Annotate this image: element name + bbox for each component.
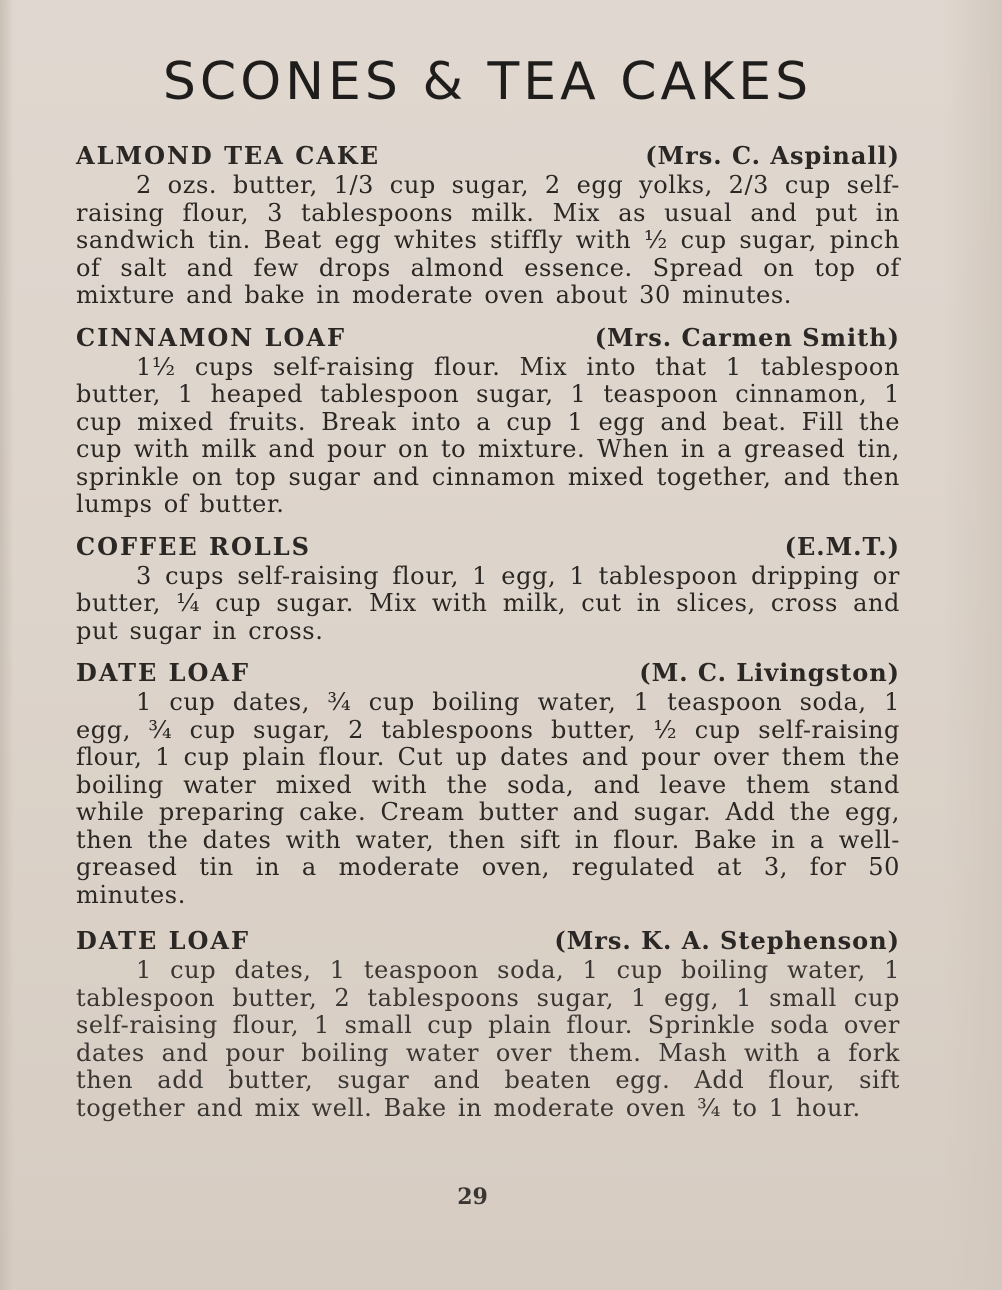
recipe-text: 1½ cups self-raising flour. Mix into that 1 tablespoon butter, 1 heaped tablespoon sugar, 1 teaspoon cinnamon, 1 cup mixed fruits. Break into a cup 1 egg and beat. Fill the cup with milk and pour on to mixture. When in a greased tin, sprinkle on top sugar and cinnamon mixed together, and then lumps of butter. (76, 352, 900, 518)
recipe-author: (E.M.T.) (784, 531, 900, 561)
recipe-name: DATE LOAF (76, 926, 251, 955)
recipe-coffee-rolls (76, 531, 900, 646)
recipe-cinnamon-loaf (76, 322, 900, 519)
recipe-name: DATE LOAF (76, 658, 251, 687)
recipe-author: (M. C. Livingston) (639, 658, 900, 687)
recipe-text: 1 cup dates, ¾ cup boiling water, 1 teaspoon soda, 1 egg, ¾ cup sugar, 2 tablespoons butter, ½ cup self-raising flour, 1 cup plain flour. Cut up dates and pour over them the boiling water mixed with the soda, and leave them stand while preparing cake. Cream butter and sugar. Add the egg, then the dates with water, then sift in flour. Bake in a well-greased tin in a moderate oven, regulated at 3, for 50 minutes. (76, 688, 900, 909)
recipe-header (76, 140, 900, 172)
recipe-name: ALMOND TEA CAKE (76, 141, 381, 170)
recipe-author: (Mrs. K. A. Stephenson) (554, 926, 900, 955)
recipe-date-loaf-stephenson (76, 925, 900, 1122)
recipe-almond-tea-cake (76, 140, 900, 310)
page-title: SCONES & TEA CAKES (162, 52, 813, 112)
recipe-list (76, 140, 900, 1122)
recipe-author: (Mrs. Carmen Smith) (594, 322, 900, 352)
recipe-text: 1 cup dates, 1 teaspoon soda, 1 cup boiling water, 1 tablespoon butter, 2 tablespoons sugar, 1 egg, 1 small cup self-raising flour, 1 small cup plain flour. Sprinkle soda over dates and pour boiling water over them. Mash with a fork then add butter, sugar and beaten egg. Add flour, sift together and mix well. Bake in moderate oven ¾ to 1 hour. (76, 956, 900, 1122)
recipe-name: CINNAMON LOAF (76, 322, 347, 352)
recipe-text: 3 cups self-raising flour, 1 egg, 1 tablespoon dripping or butter, ¼ cup sugar. Mix with milk, cut in slices, cross and put sugar in cross. (76, 561, 900, 645)
recipe-header (76, 657, 900, 689)
recipe-header (76, 322, 900, 354)
page-number: 29 (457, 1184, 488, 1210)
recipe-text: 2 ozs. butter, 1/3 cup sugar, 2 egg yolks, 2/3 cup self-raising flour, 3 tablespoons milk. Mix as usual and put in sandwich tin. Beat egg whites stiffly with ½ cup sugar, pinch of salt and few drops almond essence. Spread on top of mixture and bake in moderate oven about 30 minutes. (76, 171, 900, 309)
recipe-header (76, 925, 900, 957)
recipe-author: (Mrs. C. Aspinall) (645, 141, 900, 170)
recipe-date-loaf-livingston (76, 657, 900, 909)
recipe-name: COFFEE ROLLS (76, 531, 311, 561)
recipe-header (76, 531, 900, 563)
